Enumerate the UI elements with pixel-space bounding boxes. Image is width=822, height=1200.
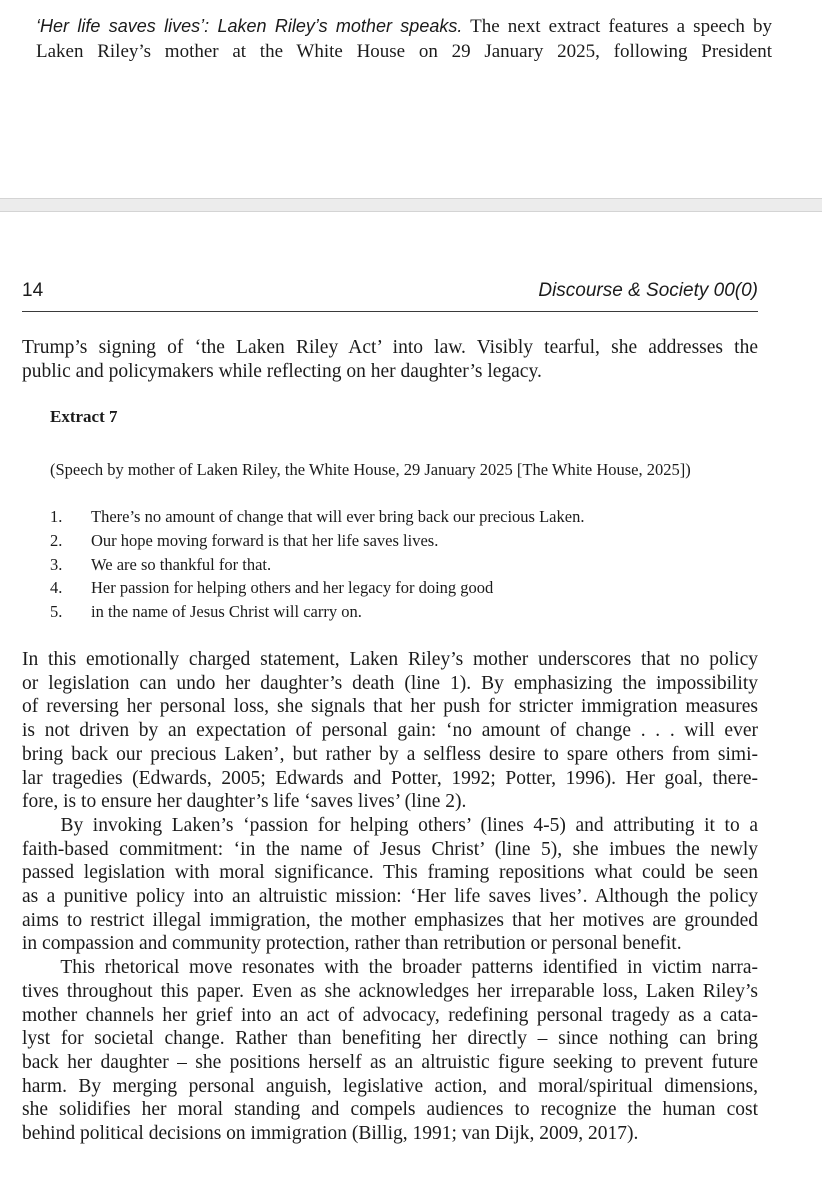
text-line: aims to restrict illegal immigration, the mother emphasizes that her motives are grounded (22, 909, 758, 931)
text-line: tives throughout this paper. Even as she acknowledges her irreparable loss, Laken Riley’s (22, 980, 758, 1002)
text-line: passed legislation with moral significance. This framing repositions what could be seen (22, 862, 758, 884)
line-number: 5. (50, 602, 63, 622)
page-number: 14 (22, 280, 44, 301)
text-line: is not driven by an expectation of personal gain: ‘no amount of change . . . will ever (22, 720, 758, 742)
previous-page-line-1 (36, 14, 772, 39)
transcript-line (50, 576, 584, 600)
previous-page-line-2: Laken Riley’s mother at the White House on 29 January 2025, following President (36, 41, 772, 62)
text-line: Trump’s signing of ‘the Laken Riley Act’ into law. Visibly tearful, she addresses the (22, 337, 758, 358)
text-line: she solidifies her moral standing and compels audiences to recognize the human cost (22, 1099, 758, 1121)
transcript-line (50, 553, 584, 577)
line-number: 2. (50, 530, 63, 550)
previous-page-text (36, 14, 772, 64)
line-text: Her passion for helping others and her legacy for doing good (91, 578, 494, 598)
running-head (22, 280, 758, 302)
line-number: 4. (50, 578, 63, 598)
text-line: In this emotionally charged statement, Laken Riley’s mother underscores that no policy (22, 649, 758, 670)
text-line: faith-based commitment: ‘in the name of Jesus Christ’ (line 5), she imbues the newly (22, 838, 758, 860)
text-line: of reversing her personal loss, she signals that her push for stricter immigration measures (22, 696, 758, 718)
text-line: mother channels her grief into an act of advocacy, redefining personal tragedy as a cata- (22, 1004, 758, 1026)
intro-paragraph (22, 336, 758, 383)
speech-transcript (50, 505, 584, 624)
header-rule (22, 311, 758, 312)
previous-page-line-1-rest: The next extract features a speech by (470, 16, 772, 37)
line-text: There’s no amount of change that will ever bring back our precious Laken. (91, 507, 585, 526)
text-line: back her daughter – she positions herself as an altruistic figure seeking to prevent future (22, 1051, 758, 1073)
text-line: lar tragedies (Edwards, 2005; Edwards and Potter, 1992; Potter, 1996). Her goal, there- (22, 767, 758, 789)
text-line: This rhetorical move resonates with the broader patterns identified in victim narra- (22, 957, 758, 979)
transcript-line (50, 505, 584, 529)
line-text: in the name of Jesus Christ will carry on. (91, 602, 362, 622)
analysis-paragraphs (22, 648, 758, 1146)
transcript-line (50, 600, 584, 624)
journal-title: Discourse & Society 00(0) (538, 280, 758, 301)
text-line: in compassion and community protection, rather than retribution or personal benefit. (22, 933, 682, 955)
transcript-line (50, 529, 584, 553)
line-text: We are so thankful for that. (91, 554, 272, 574)
line-number: 1. (50, 507, 63, 526)
text-line: or legislation can undo her daughter’s death (line 1). By emphasizing the impossibility (22, 672, 758, 694)
section-heading: ‘Her life saves lives’: Laken Riley’s mother speaks. (36, 16, 463, 36)
extract-title: Extract 7 (50, 407, 118, 426)
text-line: as a punitive policy into an altruistic mission: ‘Her life saves lives’. Although the policy (22, 886, 758, 908)
page-break-divider (0, 198, 822, 212)
text-line: bring back our precious Laken’, but rather by a selfless desire to spare others from simi- (22, 743, 758, 765)
extract-source: (Speech by mother of Laken Riley, the White House, 29 January 2025 [The White House, 2025]) (50, 460, 691, 479)
text-line: public and policymakers while reflecting on her daughter’s legacy. (22, 360, 542, 382)
text-line: By invoking Laken’s ‘passion for helping others’ (lines 4-5) and attributing it to a (22, 814, 758, 836)
text-line: lyst for societal change. Rather than benefiting her directly – since nothing can bring (22, 1028, 758, 1050)
text-line: harm. By merging personal anguish, legislative action, and moral/spiritual dimensions, (22, 1075, 758, 1097)
line-text: Our hope moving forward is that her life saves lives. (91, 530, 439, 550)
line-number: 3. (50, 554, 63, 574)
text-line: behind political decisions on immigration (Billig, 1991; van Dijk, 2009, 2017). (22, 1123, 639, 1145)
text-line: fore, is to ensure her daughter’s life ‘saves lives’ (line 2). (22, 791, 467, 813)
